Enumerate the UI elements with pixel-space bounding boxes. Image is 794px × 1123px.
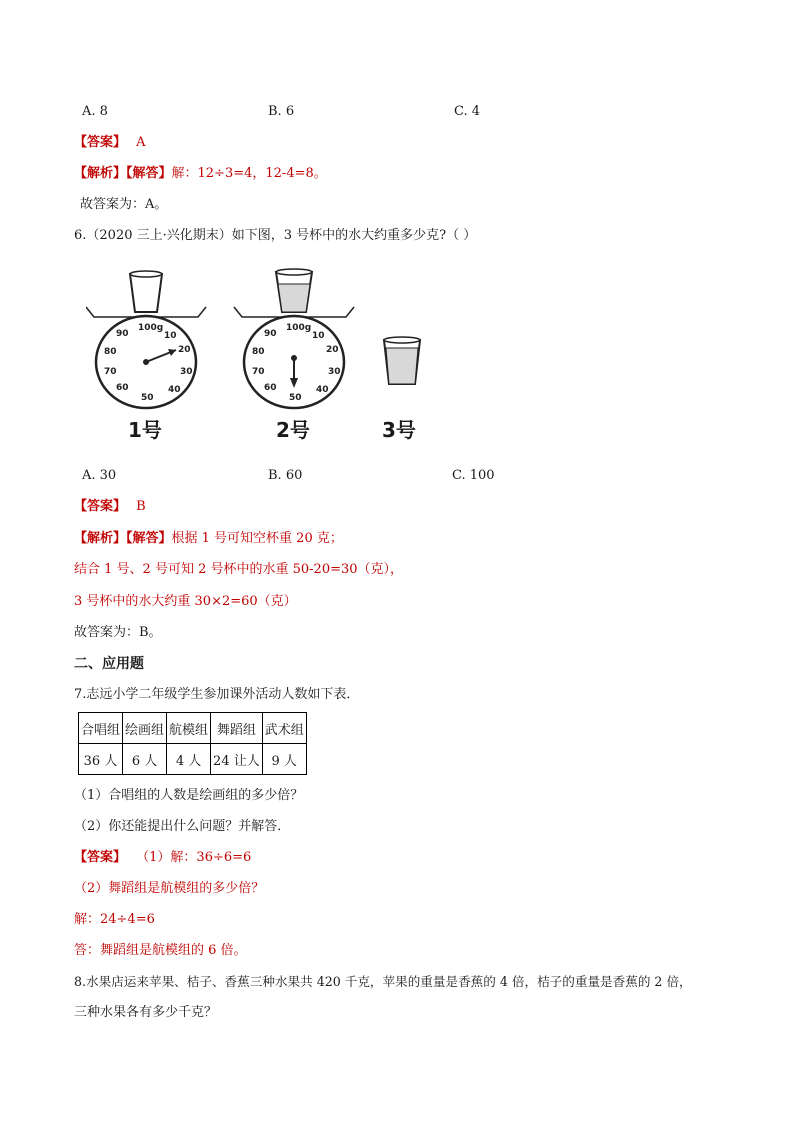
analysis-line1: 根据 1 号可知空杯重 20 克；: [171, 531, 343, 546]
label-2: 2号: [276, 418, 310, 442]
scale-2: [234, 269, 354, 408]
scale-figure: [86, 262, 436, 456]
scale-1: [86, 271, 206, 408]
q5-option-a: A. 8: [82, 104, 108, 119]
q8-question-line2: 三种水果各有多少千克？: [74, 1005, 218, 1020]
answer-tag: 【答案】: [74, 135, 127, 150]
answer-value: A: [136, 135, 146, 150]
table-header-cell: 舞蹈组: [211, 713, 263, 744]
table-header-row: [79, 713, 307, 744]
svg-text:10: 10: [164, 331, 177, 341]
table-header-cell: 绘画组: [123, 713, 167, 744]
analysis-text: 解：12÷3=4，12-4=8。: [171, 166, 327, 181]
svg-text:80: 80: [252, 347, 265, 357]
table-cell: 9 人: [262, 744, 306, 775]
svg-text:90: 90: [264, 329, 277, 339]
table-cell: 24 让人: [211, 744, 263, 775]
table-cell: 36 人: [79, 744, 123, 775]
label-3: 3号: [382, 418, 416, 442]
svg-text:30: 30: [328, 367, 341, 377]
label-1: 1号: [128, 418, 162, 442]
section-title: 二、应用题: [74, 656, 144, 672]
q7-question: 7.志远小学二年级学生参加课外活动人数如下表．: [74, 687, 360, 702]
q7-answer-line2: （2）舞蹈组是航模组的多少倍？: [74, 881, 265, 896]
svg-text:80: 80: [104, 347, 117, 357]
answer-value: B: [136, 499, 146, 514]
svg-text:60: 60: [264, 383, 277, 393]
q8-question-line1: 8.水果店运来苹果、桔子、香蕉三种水果共 420 千克，苹果的重量是香蕉的 4 倍，桔子的重量是香蕉的 2 倍，: [74, 974, 692, 989]
q6-question: 6.（2020 三上·兴化期末）如下图，3 号杯中的水大约重多少克?（ ）: [74, 228, 477, 243]
svg-text:20: 20: [178, 345, 191, 355]
table-header-cell: 合唱组: [79, 713, 123, 744]
analysis-tag: 【解析】【解答】: [74, 531, 172, 546]
svg-text:70: 70: [104, 367, 117, 377]
svg-text:40: 40: [168, 385, 181, 395]
svg-text:70: 70: [252, 367, 265, 377]
svg-text:30: 30: [180, 367, 193, 377]
q6-option-c: C. 100: [452, 468, 495, 483]
table-row: [79, 744, 307, 775]
q7-answer: [74, 849, 251, 867]
q7-answer-line4: 答：舞蹈组是航模组的 6 倍。: [74, 943, 247, 958]
q5-option-c: C. 4: [454, 104, 481, 119]
table-cell: 4 人: [167, 744, 211, 775]
svg-text:50: 50: [141, 393, 154, 403]
svg-text:100g: 100g: [286, 323, 312, 333]
q6-analysis: [74, 530, 343, 548]
answer-tag: 【答案】: [74, 850, 127, 865]
q6-answer: [74, 498, 146, 516]
svg-text:40: 40: [316, 385, 329, 395]
table-header-cell: 武术组: [262, 713, 306, 744]
table-cell: 6 人: [123, 744, 167, 775]
analysis-tag: 【解析】【解答】: [74, 166, 172, 181]
answer-tag: 【答案】: [74, 499, 127, 514]
q6-analysis-line3: 3 号杯中的水大约重 30×2=60（克）: [74, 594, 297, 609]
q5-option-b: B. 6: [268, 104, 295, 119]
q7-sub1: （1）合唱组的人数是绘画组的多少倍？: [74, 788, 304, 803]
q5-conclusion: 故答案为：A。: [80, 197, 168, 212]
svg-text:90: 90: [116, 329, 129, 339]
cup-3: [384, 337, 420, 384]
activity-table: [78, 712, 307, 775]
q7-sub2: （2）你还能提出什么问题？并解答．: [74, 819, 291, 834]
svg-text:20: 20: [326, 345, 339, 355]
svg-text:10: 10: [312, 331, 325, 341]
q7-answer-line3: 解：24÷4=6: [74, 912, 155, 927]
svg-text:60: 60: [116, 383, 129, 393]
dial1-100g: 100g: [138, 323, 164, 333]
svg-text:50: 50: [289, 393, 302, 403]
q6-conclusion: 故答案为：B。: [74, 625, 162, 640]
q6-analysis-line2: 结合 1 号、2 号可知 2 号杯中的水重 50-20=30（克），: [74, 562, 404, 577]
q5-analysis: [74, 165, 327, 183]
answer-line1: （1）解：36÷6=6: [136, 850, 252, 865]
q6-option-b: B. 60: [268, 468, 303, 483]
table-header-cell: 航模组: [167, 713, 211, 744]
q5-answer: [74, 134, 146, 152]
q6-option-a: A. 30: [82, 468, 117, 483]
